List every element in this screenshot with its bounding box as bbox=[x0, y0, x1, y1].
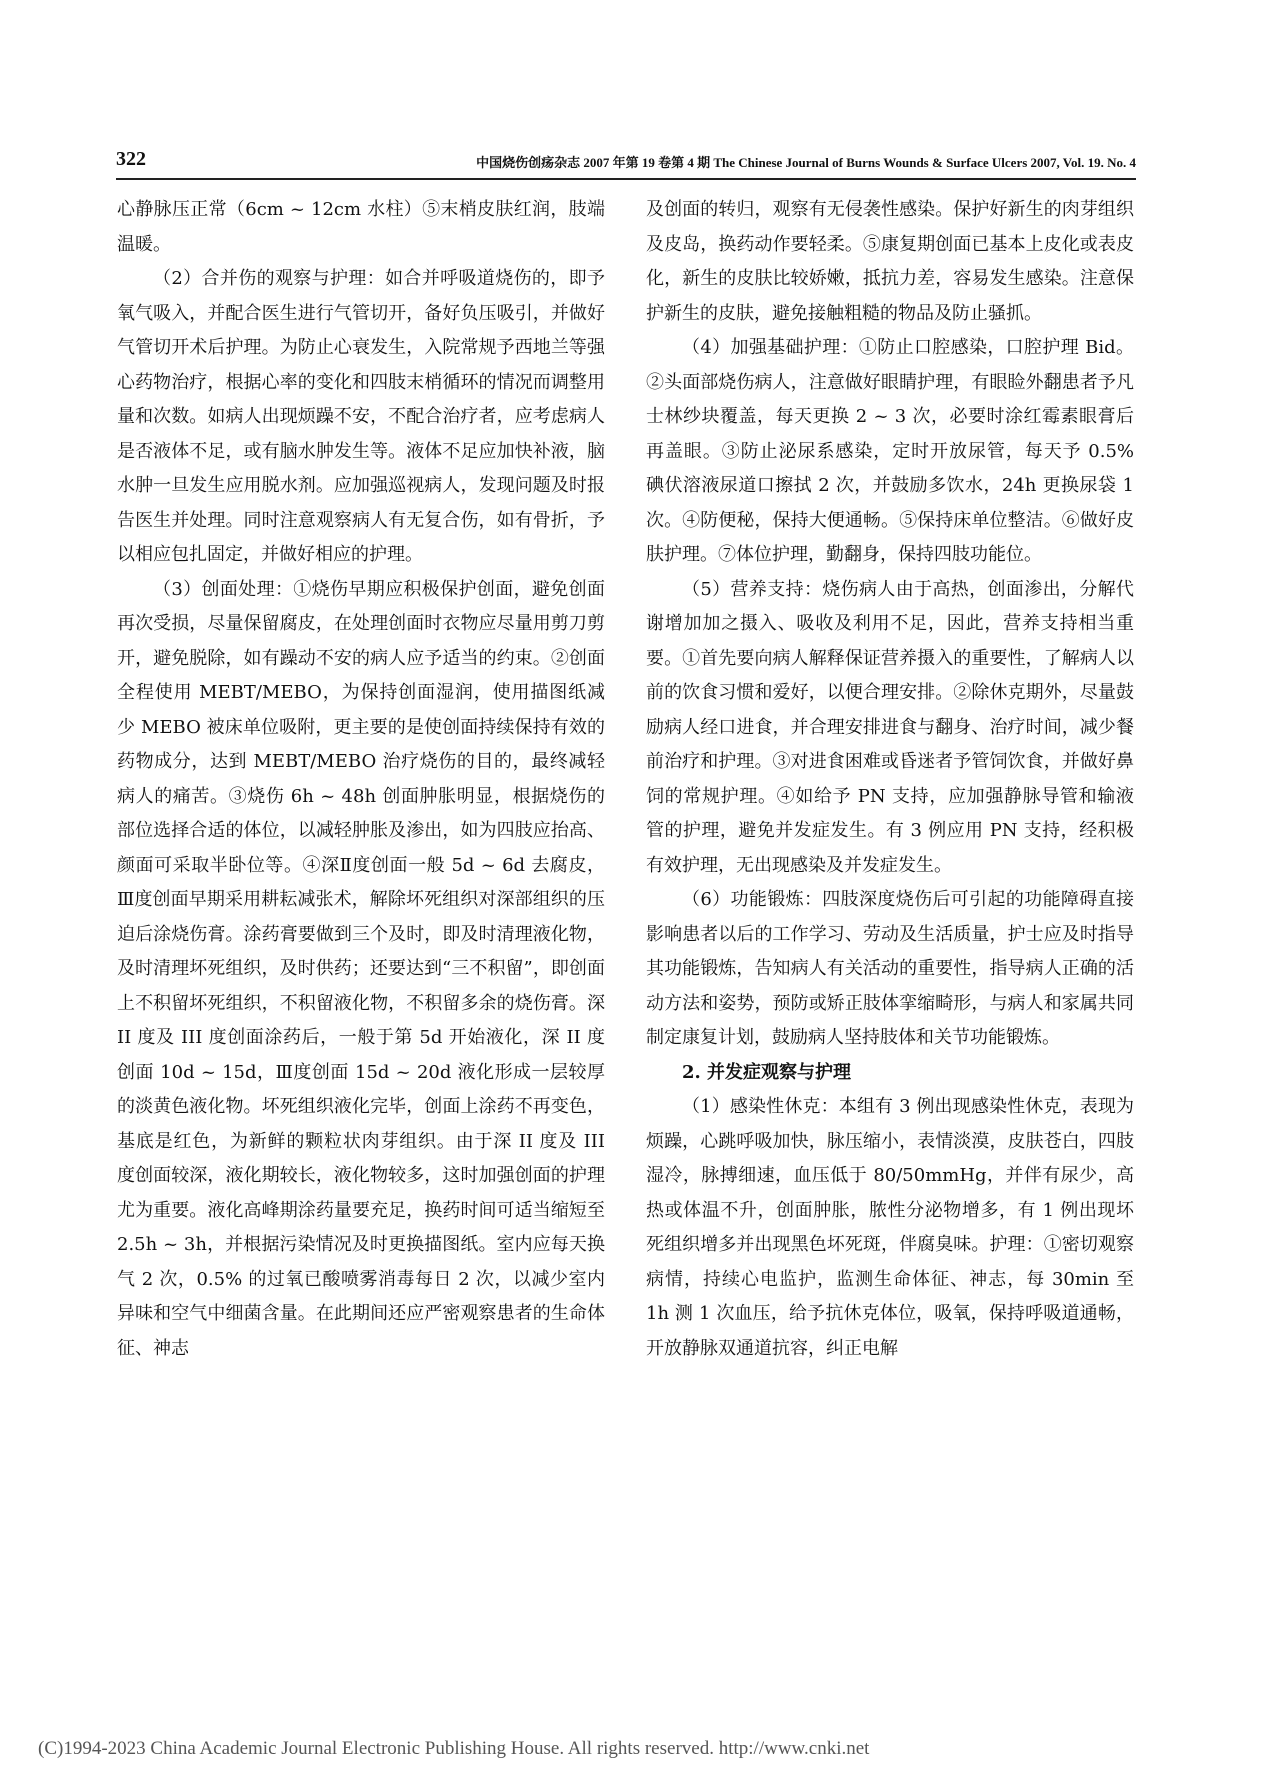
running-header bbox=[116, 148, 1136, 180]
left-column bbox=[117, 193, 605, 1366]
copyright-footer: (C)1994-2023 China Academic Journal Electronic Publishing House. All rights reserved. http://www.cnki.net bbox=[38, 1738, 870, 1759]
section-heading-complications: 2. 并发症观察与护理 bbox=[682, 1061, 852, 1083]
page-number: 322 bbox=[116, 148, 146, 170]
right-column bbox=[646, 193, 1134, 1366]
paragraph-wound-continuation: 及创面的转归，观察有无侵袭性感染。保护好新生的肉芽组织及皮岛，换药动作要轻柔。⑤康复期创面已基本上皮化或表皮化，新生的皮肤比较娇嫩，抵抗力差，容易发生感染。注意保护新生的皮肤，避免接触粗糙的物品及防止骚抓。 bbox=[646, 199, 1134, 324]
paragraph-cvp-continuation: 心静脉压正常（6cm ~ 12cm 水柱）⑤末梢皮肤红润，肢端温暖。 bbox=[117, 199, 605, 255]
paragraph-nutrition: （5）营养支持：烧伤病人由于高热，创面渗出，分解代谢增加加之摄入、吸收及利用不足，因此，营养支持相当重要。①首先要向病人解释保证营养摄入的重要性，了解病人以前的饮食习惯和爱好，以便合理安排。②除休克期外，尽量鼓励病人经口进食，并合理安排进食与翻身、治疗时间，减少餐前治疗和护理。③对进食困难或昏迷者予管饲饮食，并做好鼻饲的常规护理。④如给予 PN 支持，应加强静脉导管和输液管的护理，避免并发症发生。有 3 例应用 PN 支持，经积极有效护理，无出现感染及并发症发生。 bbox=[646, 578, 1134, 876]
paragraph-wound-treatment: （3）创面处理：①烧伤早期应积极保护创面，避免创面再次受损，尽量保留腐皮，在处理创面时衣物应尽量用剪刀剪开，避免脱除，如有躁动不安的病人应予适当的约束。②创面全程使用 MEBT/MEBO，为保持创面湿润，使用描图纸减少 MEBO 被床单位吸附，更主要的是使创面持续保持有效的药物成分，达到 MEBT/MEBO 治疗烧伤的目的，最终减轻病人的痛苦。③烧伤 6h ~ 48h 创面肿胀明显，根据烧伤的部位选择合适的体位，以减轻肿胀及渗出，如为四肢应抬高、颜面可采取半卧位等。④深Ⅱ度创面一般 5d ~ 6d 去腐皮，Ⅲ度创面早期采用耕耘减张术，解除坏死组织对深部组织的压迫后涂烧伤膏。涂药膏要做到三个及时，即及时清理液化物，及时清理坏死组织，及时供药；还要达到“三不积留”，即创面上不积留坏死组织，不积留液化物，不积留多余的烧伤膏。深 II 度及 III 度创面涂药后，一般于第 5d 开始液化，深 II 度创面 10d ~ 15d，Ⅲ度创面 15d ~ 20d 液化形成一层较厚的淡黄色液化物。坏死组织液化完毕，创面上涂药不再变色，基底是红色，为新鲜的颗粒状肉芽组织。由于深 II 度及 III 度创面较深，液化期较长，液化物较多，这时加强创面的护理尤为重要。液化高峰期涂药量要充足，换药时间可适当缩短至 2.5h ~ 3h，并根据污染情况及时更换描图纸。室内应每天换气 2 次，0.5% 的过氧已酸喷雾消毒每日 2 次，以减少室内异味和空气中细菌含量。在此期间还应严密观察患者的生命体征、神志 bbox=[117, 578, 605, 1359]
journal-running-head: 中国烧伤创疡杂志 2007 年第 19 卷第 4 期 The Chinese Journal of Burns Wounds & Surface Ulcers 2007, Vol. 19. No. 4 bbox=[476, 155, 1136, 170]
paragraph-basic-care: （4）加强基础护理：①防止口腔感染，口腔护理 Bid。②头面部烧伤病人，注意做好眼睛护理，有眼睑外翻患者予凡士林纱块覆盖，每天更换 2 ~ 3 次，必要时涂红霉素眼膏后再盖眼。③防止泌尿系感染，定时开放尿管，每天予 0.5% 碘伏溶液尿道口擦拭 2 次，并鼓励多饮水，24h 更换尿袋 1 次。④防便秘，保持大便通畅。⑤保持床单位整洁。⑥做好皮肤护理。⑦体位护理，勤翻身，保持四肢功能位。 bbox=[646, 337, 1134, 565]
paragraph-functional-exercise: （6）功能锻炼：四肢深度烧伤后可引起的功能障碍直接影响患者以后的工作学习、劳动及生活质量，护士应及时指导其功能锻炼，告知病人有关活动的重要性，指导病人正确的活动方法和姿势，预防或矫正肢体挛缩畸形，与病人和家属共同制定康复计划，鼓励病人坚持肢体和关节功能锻炼。 bbox=[646, 889, 1134, 1048]
paragraph-combined-injury: （2）合并伤的观察与护理：如合并呼吸道烧伤的，即予氧气吸入，并配合医生进行气管切开，备好负压吸引，并做好气管切开术后护理。为防止心衰发生，入院常规予西地兰等强心药物治疗，根据心率的变化和四肢末梢循环的情况而调整用量和次数。如病人出现烦躁不安，不配合治疗者，应考虑病人是否液体不足，或有脑水肿发生等。液体不足应加快补液，脑水肿一旦发生应用脱水剂。应加强巡视病人，发现问题及时报告医生并处理。同时注意观察病人有无复合伤，如有骨折，予以相应包扎固定，并做好相应的护理。 bbox=[117, 268, 605, 565]
paragraph-septic-shock: （1）感染性休克：本组有 3 例出现感染性休克，表现为烦躁，心跳呼吸加快，脉压缩小，表情淡漠，皮肤苍白，四肢湿冷，脉搏细速，血压低于 80/50mmHg，并伴有尿少，高热或体温不升，创面肿胀，脓性分泌物增多，有 1 例出现坏死组织增多并出现黑色坏死斑，伴腐臭味。护理：①密切观察病情，持续心电监护，监测生命体征、神志，每 30min 至 1h 测 1 次血压，给予抗休克体位，吸氧，保持呼吸道通畅，开放静脉双通道抗容，纠正电解 bbox=[646, 1096, 1134, 1359]
